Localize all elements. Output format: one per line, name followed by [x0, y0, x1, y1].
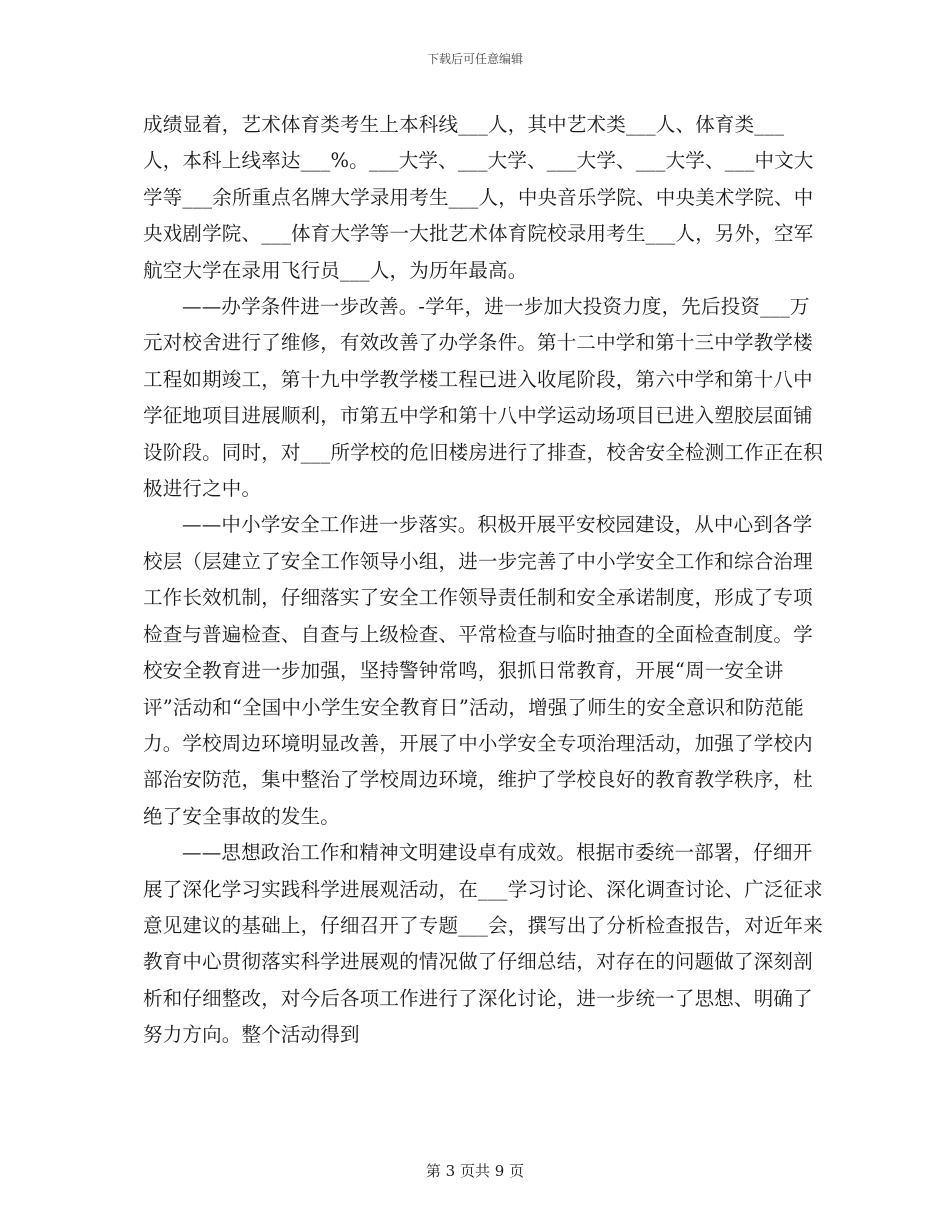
page-header: 下载后可任意编辑 — [426, 52, 523, 66]
document-body — [143, 107, 823, 1054]
body-paragraph: ——思想政治工作和精神文明建设卓有成效。根据市委统一部署，仔细开展了深化学习实践科学进展观活动，在___学习讨论、深化调查讨论、广泛征求意见建议的基础上，仔细召开了专题___会，撰写出了分析检查报告，对近年来教育中心贯彻落实科学进展观的情况做了仔细总结，对存在的问题做了深刻剖析和仔细整改，对今后各项工作进行了深化讨论，进一步统一了思想、明确了努力方向。整个活动得到 — [143, 841, 823, 1047]
page-footer: 第 3 页共 9 页 — [425, 1162, 525, 1180]
body-paragraph: ——办学条件进一步改善。-学年，进一步加大投资力度，先后投资___万元对校舍进行了维修，有效改善了办学条件。第十二中学和第十三中学教学楼工程如期竣工，第十九中学教学楼工程已进入收尾阶段，第六中学和第十八中学征地项目进展顺利，市第五中学和第十八中学运动场项目已进入塑胶层面铺设阶段。同时，对___所学校的危旧楼房进行了排查，校舍安全检测工作正在积极进行之中。 — [143, 295, 823, 501]
body-paragraph: 成绩显着，艺术体育类考生上本科线___人，其中艺术类___人、体育类___人，本科上线率达___%。___大学、___大学、___大学、___大学、___中文大学等___余所重点名牌大学录用考生___人，中央音乐学院、中央美术学院、中央戏剧学院、___体育大学等一大批艺术体育院校录用考生___人，另外，空军航空大学在录用飞行员___人，为历年最高。 — [143, 113, 814, 282]
body-paragraph: ——中小学安全工作进一步落实。积极开展平安校园建设，从中心到各学校层（层建立了安全工作领导小组，进一步完善了中小学安全工作和综合治理工作长效机制，仔细落实了安全工作领导责任制和安全承诺制度，形成了专项检查与普遍检查、自查与上级检查、平常检查与临时抽查的全面检查制度。学校安全教育进一步加强，坚持警钟常鸣，狠抓日常教育，开展“周一安全讲评”活动和“全国中小学生安全教育日”活动，增强了师生的安全意识和防范能力。学校周边环境明显改善，开展了中小学安全专项治理活动，加强了学校内部治安防范，集中整治了学校周边环境，维护了学校良好的教育教学秩序，杜绝了安全事故的发生。 — [143, 513, 813, 828]
